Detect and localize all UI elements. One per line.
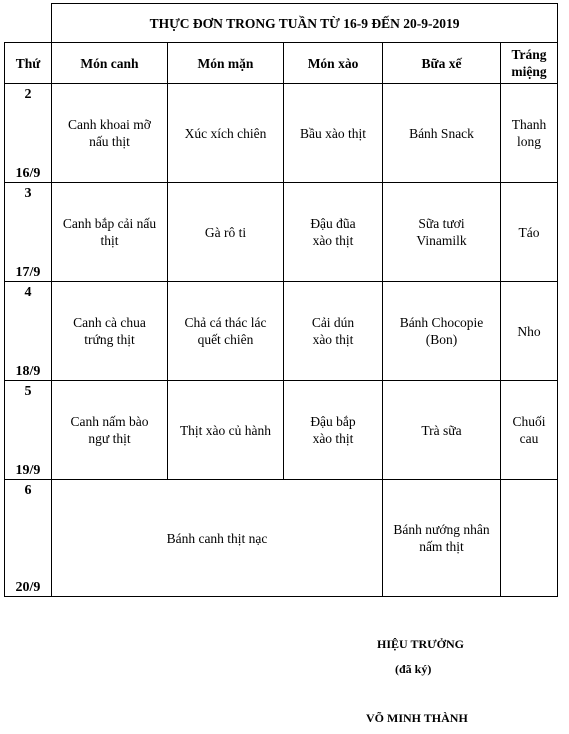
dessert-cell (501, 183, 558, 282)
soup-cell (52, 282, 168, 381)
main-dish: Xúc xích chiên (184, 125, 267, 141)
snack-item: Sữa tươi Vinamilk (416, 216, 467, 248)
header-mon-xao: Món xào (284, 43, 383, 84)
blank-corner (5, 4, 52, 43)
snack-cell (383, 183, 501, 282)
main-cell (168, 381, 284, 480)
day-date: 19/9 (15, 463, 41, 478)
dessert-item: Nho (517, 323, 541, 339)
soup-dish: Canh bắp cải nấu thịt (62, 216, 157, 248)
snack-item: Trà sữa (421, 422, 462, 438)
header-bua-xe: Bữa xế (383, 43, 501, 84)
day-number: 3 (24, 186, 32, 201)
snack-item: Bánh Chocopie (Bon) (399, 315, 484, 347)
day-number: 2 (24, 87, 32, 102)
dessert-item: Thanh long (511, 117, 547, 149)
snack-cell (383, 480, 501, 597)
stirfry-dish: Đậu bắp xào thịt (310, 414, 356, 446)
day-date: 17/9 (15, 265, 41, 280)
signature-note: (đã ký) (395, 662, 432, 676)
snack-cell (383, 282, 501, 381)
day-date: 16/9 (15, 166, 41, 181)
dessert-cell (501, 84, 558, 183)
day-cell (5, 183, 52, 282)
stirfry-cell (284, 84, 383, 183)
main-cell (168, 183, 284, 282)
soup-dish: Canh cà chua trứng thịt (73, 315, 146, 347)
table-row (5, 84, 558, 183)
stirfry-cell (284, 381, 383, 480)
dessert-cell (501, 282, 558, 381)
main-dish: Chả cá thác lác quết chiên (184, 315, 267, 347)
soup-dish: Canh khoai mỡ nấu thịt (68, 117, 151, 149)
table-row (5, 282, 558, 381)
table-row (5, 480, 558, 597)
table-row (5, 183, 558, 282)
day-cell (5, 480, 52, 597)
day-number: 5 (24, 384, 32, 399)
main-dish: Thịt xào củ hành (179, 422, 272, 438)
table-row (5, 381, 558, 480)
soup-cell (52, 84, 168, 183)
dessert-item: Chuối cau (512, 414, 546, 446)
day-number: 4 (24, 285, 32, 300)
stirfry-dish: Đậu đũa xào thịt (310, 216, 356, 248)
dessert-cell (501, 480, 558, 597)
weekly-menu-table (4, 3, 558, 597)
day-cell (5, 84, 52, 183)
day-cell (5, 381, 52, 480)
stirfry-cell (284, 282, 383, 381)
header-mon-canh: Món canh (52, 43, 168, 84)
soup-cell (52, 183, 168, 282)
stirfry-dish: Cải dún xào thịt (311, 315, 355, 347)
dessert-cell (501, 381, 558, 480)
day-date: 20/9 (15, 580, 41, 595)
snack-item: Bánh nướng nhân nấm thịt (393, 522, 490, 554)
snack-cell (383, 381, 501, 480)
merged-main-dish: Bánh canh thịt nạc (166, 530, 268, 546)
dessert-item: Táo (518, 224, 540, 240)
stirfry-cell (284, 183, 383, 282)
day-number: 6 (24, 483, 32, 498)
header-trang-mieng: Tráng miệng (501, 43, 558, 84)
day-date: 18/9 (15, 364, 41, 379)
menu-title: THỰC ĐƠN TRONG TUẦN TỪ 16-9 ĐẾN 20-9-2019 (52, 4, 558, 43)
main-dish: Gà rô ti (204, 224, 247, 240)
signature-name: VÕ MINH THÀNH (366, 711, 468, 725)
snack-cell (383, 84, 501, 183)
merged-main-cell (52, 480, 383, 597)
main-cell (168, 84, 284, 183)
main-cell (168, 282, 284, 381)
stirfry-dish: Bầu xào thịt (300, 125, 366, 141)
header-mon-man: Món mặn (168, 43, 284, 84)
header-thu: Thứ (5, 43, 52, 84)
signature-position: HIỆU TRƯỞNG (377, 637, 465, 651)
soup-cell (52, 381, 168, 480)
day-cell (5, 282, 52, 381)
soup-dish: Canh nấm bào ngư thịt (70, 414, 149, 446)
snack-item: Bánh Snack (409, 125, 474, 141)
